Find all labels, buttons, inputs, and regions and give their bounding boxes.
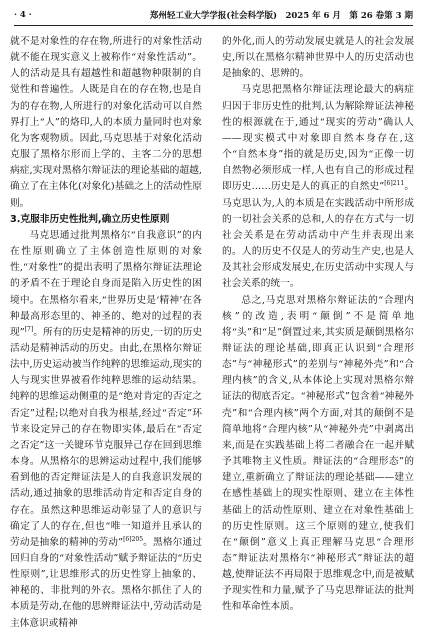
paragraph: 马克思把黑格尔辩证法理论最大的病症归因于非历史性的批判,认为解除辩证法神秘性的根源就在于,通过“现实的劳动”确认人——现实模式中对象即自然本身存在,这个“自然本身”指的就是历史,因为“正像一切自然物必须形成一样,人也有自己的形成过程即历史……历史是人的真正的自然史”$^{[6]211}$。马克思认为,人的本质是在实践活动中所形成的一切社会关系的总和,人的存在方式与一切社会关系是在劳动活动中产生并表现出来的。人的历史不仅是人的劳动生产史,也是人及其社会形成发展史,在历史活动中实现人与社会关系的统一。 bbox=[222, 84, 415, 290]
paragraph: 就不是对象性的存在物,所进行的对象性活动就不能在现实意义上被称作“对象性活动”。人的活动是具有超越性和超越物种限制的自觉性和普遍性。人既是自在的存在物,也是自为的存在物,人所进行的对象化活动可以自然界打上“人”的烙印,人的本质力量同时也对象化为客观物质。因此,马克思基于对象化活动克服了黑格尔形而上学的、主客二分的思想病症,实现对黑格尔辩证法的理论基础的超越,确立了在主体化(对象化)基础之上的活动性原则。 bbox=[10, 36, 202, 209]
paragraph: 总之,马克思对黑格尔辩证法的“合理内核”的改造,表明“颠倒”不是简单地将“头”和“足”倒置过来,其实质是颠倒黑格尔辩证法的理论基础,即真正认识到“合理形态”与“神秘形式”的差别与“神秘外壳”和“合理内核”的含义,从本体论上实现对黑格尔辩证法的彻底否定。“神秘形式”包含着“神秘外壳”和“合理内核”两个方面,对其的颠倒不是简单地将“合理内核”从“神秘外壳”中剥离出来,而是在实践基础上将二者融合在一起并赋予其唯物主义性质。辩证法的“合理形态”的建立,重新确立了辩证法的理论基础——建立在感性基础上的现实性原则、建立在主体性基础上的活动性原则、建立在对象性基础上的历史性原则。这三个原则的建立,使我们在“颠倒”意义上真正理解马克思“合理形态”辩证法对黑格尔“神秘形式”辩证法的超越,使辩证法不再局限于思维观念中,而是被赋予现实性和力量,赋予了马克思辩证法的批判性和革命性本质。 bbox=[222, 294, 414, 613]
paragraph: 马克思通过批判黑格尔“自我意识”的内在性原则确立了主体创造性原则的对象性,“对象性”的提出表明了黑格尔辩证法理论的矛盾不在于理论自身而是陷入历史性的困境中。在黑格尔看来,“世界历史是‘精神’在各种最高形态里的、神圣的、绝对的过程的表现”[7]。所有的历史是精神的历史,一切的历史活动是精神活动的历史。由此,在黑格尔辩证法中,历史运动被当作纯粹的思维运动,现实的人与现实世界被看作纯粹思维的运动结果。纯粹的思维运动侧重的是“绝对肯定的否定之否定”过程;以绝对自我为根基,经过“否定”环节来设定异己的存在物即实体,最后在“否定之否定”这一关键环节克服异己存在回到思维本身。从黑格尔的思辨运动过程中,我们能够看到他的否定辩证法是人的自我意识发展的活动,通过抽象的思维活动肯定和否定自身的存在。虽然这种思维运动彰显了人的意识与确定了人的存在,但也“唯一知道并且承认的劳动是抽象的精神的劳动”$^{[6]205}$。黑格尔通过回归自身的“对象性活动”赋予辩证法的“历史性原则”,让思维形式的历史性穿上抽象的、神秘的、非批判的外衣。黑格尔抓住了人的本质是劳动,在他的思辨辩证法中,劳动活动是主体意识或精神 bbox=[10, 229, 203, 629]
left-column bbox=[10, 34, 202, 632]
citation: [6]205 bbox=[123, 535, 144, 543]
running-header bbox=[14, 6, 413, 24]
page-number: · 4 · bbox=[14, 10, 32, 20]
right-column bbox=[222, 34, 414, 616]
section-title: 3.克服非历史性批判,确立历史性原则 bbox=[10, 213, 170, 225]
citation: [6]211 bbox=[384, 180, 405, 188]
journal-info: 郑州轻工业大学学报(社会科学版) 2025 年 6 月 第 26 卷第 3 期 bbox=[149, 11, 413, 21]
citation: [7] bbox=[24, 325, 34, 333]
paragraph: 的外化,而人的劳动发展史就是人的社会发展史,所以在黑格尔精神世界中人的历史活动也是抽象的、思辨的。 bbox=[222, 36, 414, 80]
header-rule bbox=[14, 25, 413, 26]
